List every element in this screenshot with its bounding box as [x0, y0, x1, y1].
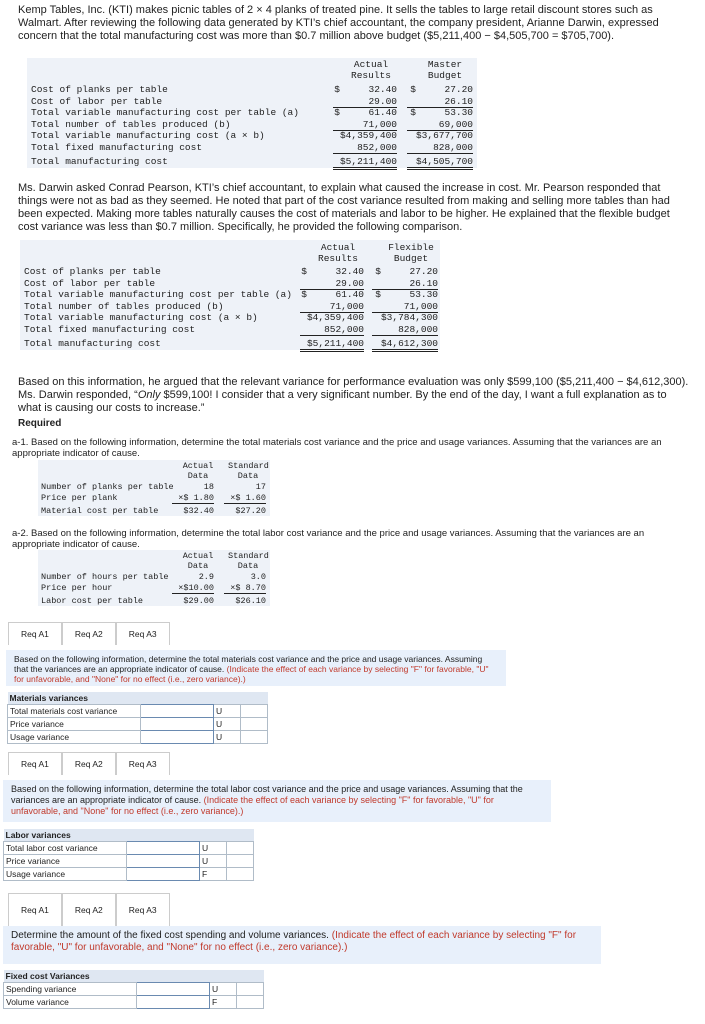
col-header: Data — [187, 471, 209, 481]
fixed-cost-variances-table — [3, 970, 264, 1009]
actual-value: $29.00 — [183, 596, 214, 606]
budget-value: 828,000 — [372, 324, 438, 336]
variance-label: Total materials cost variance — [8, 705, 141, 718]
budget-value: 828,000 — [407, 142, 473, 154]
actual-value: $ 32.40 — [301, 266, 364, 277]
budget-value: $ 27.20 — [375, 266, 438, 277]
variance-label: Spending variance — [4, 983, 137, 996]
budget-value: 26.10 — [407, 96, 473, 108]
blank-cell — [241, 705, 268, 718]
col-master-h1: Master — [427, 59, 463, 70]
standard-value: $26.10 — [235, 596, 266, 606]
blank-cell — [241, 731, 268, 744]
variance-amount-input[interactable] — [137, 996, 210, 1009]
budget-value: 26.10 — [372, 278, 438, 290]
actual-value: 852,000 — [333, 142, 397, 154]
effect-select[interactable]: U — [214, 705, 241, 718]
tab-req-a1[interactable]: Req A1 — [8, 893, 62, 926]
row-label: Cost of planks per table — [24, 266, 161, 277]
row-label: Total variable manufacturing cost (a × b) — [24, 312, 258, 323]
budget-value: 69,000 — [407, 119, 473, 131]
budget-value: $3,784,300 — [380, 312, 438, 323]
tab-req-a3[interactable]: Req A3 — [116, 752, 170, 775]
actual-value: 29.00 — [300, 278, 364, 290]
col-flex-h1: Flexible — [388, 242, 434, 253]
actual-value: $5,211,400 — [300, 338, 364, 352]
required-heading: Required — [18, 418, 62, 429]
row-label: Cost of labor per table — [24, 277, 156, 289]
actual-value: $4,359,400 — [339, 130, 397, 141]
budget-value: $ 53.30 — [375, 289, 438, 300]
actual-value: $ 61.40 — [301, 289, 364, 300]
row-label: Total variable manufacturing cost per table (a) — [24, 289, 292, 300]
actual-value: 71,000 — [300, 301, 364, 313]
variance-header: Fixed cost Variances — [4, 970, 264, 983]
a2-instruction: a-2. Based on the following information, determine the total labor cost variance and the price and usage variances. Assuming that the variances are an appropriate indicator of cause. — [12, 528, 645, 550]
tab-req-a2[interactable]: Req A2 — [62, 752, 116, 775]
variance-label: Price variance — [4, 855, 127, 868]
row-label: Total fixed manufacturing cost — [31, 141, 203, 153]
row-label: Number of planks per table — [41, 482, 174, 492]
col-header: Actual — [182, 551, 214, 561]
col-header: Standard — [228, 461, 269, 471]
variance-header: Labor variances — [4, 829, 254, 842]
tab-req-a1[interactable]: Req A1 — [8, 622, 62, 645]
standard-value: ×$ 1.60 — [224, 493, 266, 504]
col-actual-h1: Actual — [320, 242, 356, 253]
col-actual-h2: Results — [351, 70, 391, 81]
blank-cell — [237, 983, 264, 996]
budget-value: $4,612,300 — [372, 338, 438, 352]
blank-cell — [237, 996, 264, 1009]
budget-value: 71,000 — [372, 301, 438, 313]
col-actual-h1: Actual — [353, 59, 389, 70]
row-label: Total fixed manufacturing cost — [24, 323, 196, 335]
effect-select[interactable]: F — [210, 996, 237, 1009]
variance-amount-input[interactable] — [127, 855, 200, 868]
actual-value: ×$10.00 — [172, 583, 214, 594]
actual-value: $4,359,400 — [306, 312, 364, 323]
labor-variances-table — [3, 829, 254, 881]
variance-amount-input[interactable] — [127, 842, 200, 855]
col-header: Standard — [228, 551, 269, 561]
budget-value: $4,505,700 — [407, 156, 473, 170]
blank-cell — [227, 868, 254, 881]
tab-req-a1[interactable]: Req A1 — [8, 752, 62, 775]
variance-label: Usage variance — [4, 868, 127, 881]
tab-req-a3[interactable]: Req A3 — [116, 893, 170, 926]
blank-cell — [227, 855, 254, 868]
flexible-budget-table — [20, 240, 440, 350]
tab-req-a3[interactable]: Req A3 — [116, 622, 170, 645]
row-label: Total variable manufacturing cost per table (a) — [31, 107, 299, 118]
variance-label: Total labor cost variance — [4, 842, 127, 855]
fixed-cost-instructions: Determine the amount of the fixed cost spending and volume variances. (Indicate the effect of each variance by selecting "F" for favorable, "U" for unfavorable, and "None" for no effect (i.e., zero variance).) — [3, 926, 601, 964]
intro-paragraph: Kemp Tables, Inc. (KTI) makes picnic tables of 2 × 4 planks of treated pine. It sells the tables to large retail discount stores such as Walmart. After reviewing the following data generated by KTI’s chief accountant, the company president, Arianne Darwin, expressed concern that the total manufacturing cost was more than $0.7 million above budget ($5,211,400 − $4,505,700 = $705,700). — [18, 4, 659, 42]
actual-value: $ 32.40 — [334, 84, 397, 95]
actual-value: ×$ 1.80 — [172, 493, 214, 504]
variance-amount-input[interactable] — [127, 868, 200, 881]
actual-value: $5,211,400 — [333, 156, 397, 170]
tab-req-a2[interactable]: Req A2 — [62, 622, 116, 645]
pearson-paragraph: Ms. Darwin asked Conrad Pearson, KTI’s chief accountant, to explain what caused the increase in cost. Mr. Pearson responded that things were not as bad as they seemed. He noted that part of the cost variance resulted from making and selling more tables than had been expected. Making more tables naturally causes the cost of materials and labor to be higher. He explained that the flexible budget cost variance was less than $0.7 million. Specifically, he provided the following comparison. — [18, 182, 670, 233]
actual-value: 18 — [203, 482, 214, 492]
effect-select[interactable]: U — [200, 842, 227, 855]
row-label: Price per hour — [41, 583, 113, 593]
master-budget-table — [27, 58, 477, 168]
effect-select[interactable]: U — [214, 731, 241, 744]
variance-amount-input[interactable] — [141, 718, 214, 731]
actual-value: 852,000 — [300, 324, 364, 336]
variance-header: Materials variances — [8, 692, 268, 705]
row-label: Cost of labor per table — [31, 95, 163, 107]
col-header: Data — [237, 561, 259, 571]
row-label: Cost of planks per table — [31, 84, 168, 95]
col-header: Actual — [182, 461, 214, 471]
actual-value: 2.9 — [198, 572, 214, 582]
col-header: Data — [237, 471, 259, 481]
variance-amount-input[interactable] — [141, 731, 214, 744]
tab-bar-1 — [8, 622, 170, 645]
actual-value: $32.40 — [183, 506, 214, 516]
row-label: Number of hours per table — [41, 572, 169, 582]
budget-value: $3,677,700 — [415, 130, 473, 141]
row-label: Total manufacturing cost — [31, 156, 168, 167]
row-label: Total number of tables produced (b) — [24, 300, 224, 312]
variance-label: Price variance — [8, 718, 141, 731]
col-master-h2: Budget — [427, 70, 463, 81]
row-label: Labor cost per table — [41, 596, 144, 606]
materials-instructions: Based on the following information, determine the total materials cost variance and the price and usage variances. Assuming that the variances are an appropriate indicator of cause. (Indicate the effect of each variance by selecting "F" for favorable, "U" for unfavorable, and "None" for no effect (i.e., zero variance).) — [6, 650, 506, 686]
a1-instruction: a-1. Based on the following information, determine the total materials cost variance and the price and usage variances. Assuming that the variances are an appropriate indicator of cause. — [12, 437, 662, 459]
tab-req-a2[interactable]: Req A2 — [62, 893, 116, 926]
actual-value: $ 61.40 — [334, 107, 397, 118]
standard-value: 17 — [255, 482, 266, 492]
col-flex-h2: Budget — [393, 253, 429, 264]
budget-value: $ 53.30 — [410, 107, 473, 118]
argument-paragraph: Based on this information, he argued that the relevant variance for performance evaluation was only $599,100 ($5,211,400 − $4,612,300). Ms. Darwin responded, “Only $599,100! I consider that a very significant number. By the end of the day, I want a full explanation as to what is causing our costs to increase.” — [18, 376, 689, 414]
blank-cell — [241, 718, 268, 731]
actual-value: 71,000 — [333, 119, 397, 131]
tab-bar-2 — [8, 752, 170, 775]
blank-cell — [227, 842, 254, 855]
materials-variances-table — [7, 692, 268, 744]
col-header: Data — [187, 561, 209, 571]
standard-value: $27.20 — [235, 506, 266, 516]
col-actual-h2: Results — [318, 253, 358, 264]
tab-bar-3 — [8, 893, 170, 926]
effect-select[interactable]: U — [210, 983, 237, 996]
variance-amount-input[interactable] — [141, 705, 214, 718]
standard-value: 3.0 — [250, 572, 266, 582]
a2-data-table — [38, 550, 270, 606]
a1-data-table — [38, 460, 270, 516]
row-label: Material cost per table — [41, 506, 159, 516]
variance-label: Volume variance — [4, 996, 137, 1009]
actual-value: 29.00 — [333, 96, 397, 108]
effect-select[interactable]: U — [214, 718, 241, 731]
labor-instructions: Based on the following information, determine the total labor cost variance and the price and usage variances. Assuming that the variances are an appropriate indicator of cause. (Indicate the effect of each variance by selecting "F" for favorable, "U" for unfavorable, and "None" for no effect (i.e., zero variance).) — [3, 780, 551, 822]
standard-value: ×$ 8.70 — [224, 583, 266, 594]
row-label: Total manufacturing cost — [24, 338, 161, 349]
budget-value: $ 27.20 — [410, 84, 473, 95]
row-label: Total number of tables produced (b) — [31, 118, 231, 130]
variance-amount-input[interactable] — [137, 983, 210, 996]
row-label: Price per plank — [41, 493, 118, 503]
effect-select[interactable]: F — [200, 868, 227, 881]
variance-label: Usage variance — [8, 731, 141, 744]
effect-select[interactable]: U — [200, 855, 227, 868]
row-label: Total variable manufacturing cost (a × b) — [31, 130, 265, 141]
